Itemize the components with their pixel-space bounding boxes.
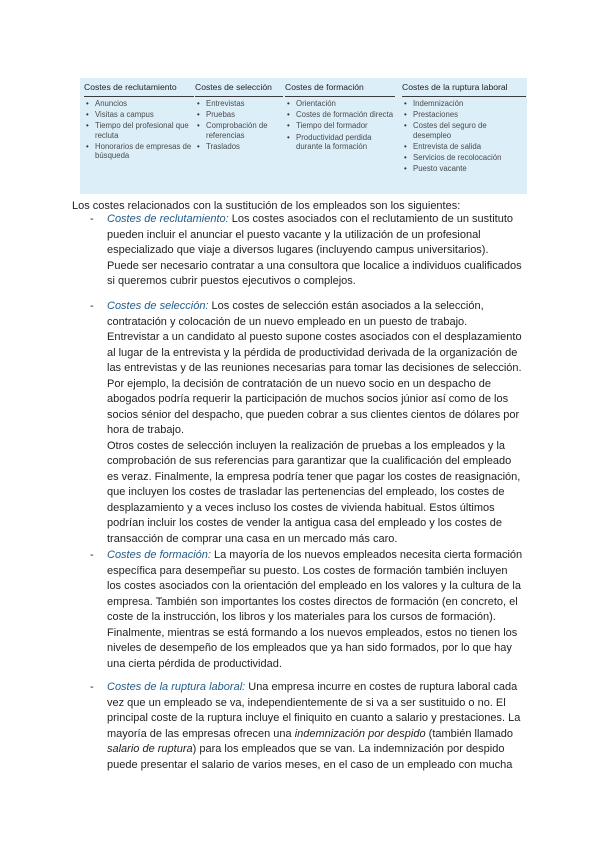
paragraph-line: transacción de comprar una casa en un mercado más caro. <box>107 532 398 545</box>
section-selection-costs <box>90 299 530 547</box>
paragraph-line: que incluyen los costes de trasladar las pertenencias del empleado, los costes de <box>107 486 505 498</box>
list-dash: - <box>90 213 94 225</box>
paragraph-line: Entrevistar a un candidato al puesto supone costes asociados con el desplazamiento <box>107 331 522 343</box>
table-column-recruitment <box>84 78 194 162</box>
paragraph-line: abogados podría requerir la participación de muchos socios júnior así como de los <box>107 393 509 405</box>
paragraph-line: Por ejemplo, la decisión de contratación de un nuevo socio en un despacho de <box>107 377 492 390</box>
list-item: • Costes de formación directa <box>285 110 395 119</box>
paragraph-line: vez que un empleado se va, independientemente de si va a ser sustituido o no. El <box>107 696 506 709</box>
list-item: • Orientación <box>285 99 395 108</box>
emphasis-term: salario de ruptura <box>107 743 193 755</box>
table-column-selection <box>195 78 283 153</box>
list-item: • Tiempo del formador <box>285 121 395 130</box>
section-term: Costes de la ruptura laboral: <box>107 681 246 693</box>
paragraph-line: puede presentar el salario de varios meses, en el caso de un empleado con mucha <box>107 758 513 771</box>
paragraph-line: empresa. También son importantes los costes directos de formación (en concreto, el <box>107 595 518 608</box>
paragraph-line: salario de ruptura) para los empleados que se van. La indemnización por despido <box>107 743 505 755</box>
paragraph-line: hora de trabajo. <box>107 424 185 436</box>
list-item: • Productividad perdida durante la formación <box>285 133 395 151</box>
paragraph-line: los costes asociados con la orientación del empleado en los valores y la cultura de la <box>107 580 521 592</box>
list-item: • Entrevistas <box>195 99 283 108</box>
paragraph-line: específica para desempeñar su puesto. Los costes de formación también incluyen <box>107 564 508 577</box>
paragraph-line: especializado que viaje a diversos lugares (incluyendo campus universitarios). <box>107 244 489 256</box>
column-header: Costes de la ruptura laboral <box>402 78 526 97</box>
list-item: • Prestaciones <box>402 110 526 119</box>
paragraph-line: Otros costes de selección incluyen la realización de pruebas a los empleados y la <box>107 439 506 452</box>
column-header: Costes de selección <box>195 78 283 97</box>
paragraph-line: Finalmente, mientras se está formando a los nuevos empleados, estos no tienen los <box>107 626 518 639</box>
list-dash: - <box>90 300 94 312</box>
list-item: • Entrevista de salida <box>402 142 526 151</box>
paragraph-line: al lugar de la entrevista y la pérdida de productividad derivada de la organización de <box>107 346 518 359</box>
table-column-training <box>285 78 395 153</box>
list-item: • Puesto vacante <box>402 164 526 173</box>
paragraph-line: si queremos cubrir puestos ejecutivos o complejos. <box>107 275 356 287</box>
column-header: Costes de formación <box>285 78 395 97</box>
section-recruitment-costs <box>90 212 530 290</box>
list-item: • Honorarios de empresas de búsqueda <box>84 142 194 160</box>
paragraph-line: es veraz. Finalmente, la empresa podría tener que pagar los costes de reasignación, <box>107 470 521 483</box>
section-term: Costes de formación: <box>107 549 211 561</box>
list-item: • Comprobación de referencias <box>195 121 283 139</box>
section-term: Costes de selección: <box>107 300 209 312</box>
paragraph-line: coste de la instrucción, los libros y los materiales para los cursos de formación). <box>107 611 496 623</box>
paragraph-line: pueden incluir el anunciar el puesto vacante y la utilización de un profesional <box>107 228 481 241</box>
section-term: Costes de reclutamiento: <box>107 213 229 225</box>
list-item: • Servicios de recolocación <box>402 153 526 162</box>
list-item: • Pruebas <box>195 110 283 119</box>
paragraph-line: contratación y colocación de un nuevo empleado en un puesto de trabajo. <box>107 315 468 328</box>
list-item: • Tiempo del profesional que recluta <box>84 121 194 139</box>
section-training-costs <box>90 548 530 672</box>
table-column-separation <box>402 78 526 175</box>
paragraph-line: niveles de desempeño de los empleados que ya han sido formados, por lo que hay <box>107 642 512 654</box>
list-dash: - <box>90 549 94 561</box>
paragraph-line: podrían incluir los costes de vender la antigua casa del empleado y los costes de <box>107 517 503 529</box>
paragraph-line: Puede ser necesario contratar a una consultora que localice a individuos cualificados <box>107 259 522 272</box>
column-header: Costes de reclutamiento <box>84 78 194 97</box>
paragraph-line: Costes de formación: La mayoría de los nuevos empleados necesita cierta formación <box>107 549 523 561</box>
paragraph-line: desplazamiento y a veces incluso los costes de vivienda habitual. Estos últimos <box>107 501 495 514</box>
list-item: • Anuncios <box>84 99 194 108</box>
paragraph-line: mayoría de las empresas ofrecen una indemnización por despido (también llamado <box>107 727 514 740</box>
paragraph-line: una cierta pérdida de productividad. <box>107 657 282 670</box>
paragraph-line: socios sénior del despacho, que pueden cobrar a sus clientes cientos de dólares por <box>107 408 520 421</box>
list-item: • Indemnización <box>402 99 526 108</box>
list-item: • Costes del seguro de desempleo <box>402 121 526 139</box>
paragraph-line: Costes de la ruptura laboral: Una empresa incurre en costes de ruptura laboral cada <box>107 681 518 693</box>
list-item: • Visitas a campus <box>84 110 194 119</box>
paragraph-line: comprobación de sus referencias para garantizar que la cualificación del empleado <box>107 455 512 467</box>
intro-text: Los costes relacionados con la sustitución de los empleados son los siguientes: <box>72 200 461 212</box>
paragraph-line: Costes de selección: Los costes de selección están asociados a la selección, <box>107 300 484 312</box>
paragraph-line: principal coste de la ruptura incluye el finiquito en cuanto a salario y prestaciones. La <box>107 712 521 724</box>
list-dash: - <box>90 681 94 693</box>
paragraph-line: las entrevistas y de las reuniones necesarias para tomar las decisiones de selección. <box>107 362 522 374</box>
section-separation-costs <box>90 680 530 773</box>
paragraph-line: Costes de reclutamiento: Los costes asociados con el reclutamiento de un sustituto <box>107 213 514 225</box>
emphasis-term: indemnización por despido <box>294 727 426 740</box>
list-item: • Traslados <box>195 142 283 151</box>
costs-table <box>80 78 527 194</box>
